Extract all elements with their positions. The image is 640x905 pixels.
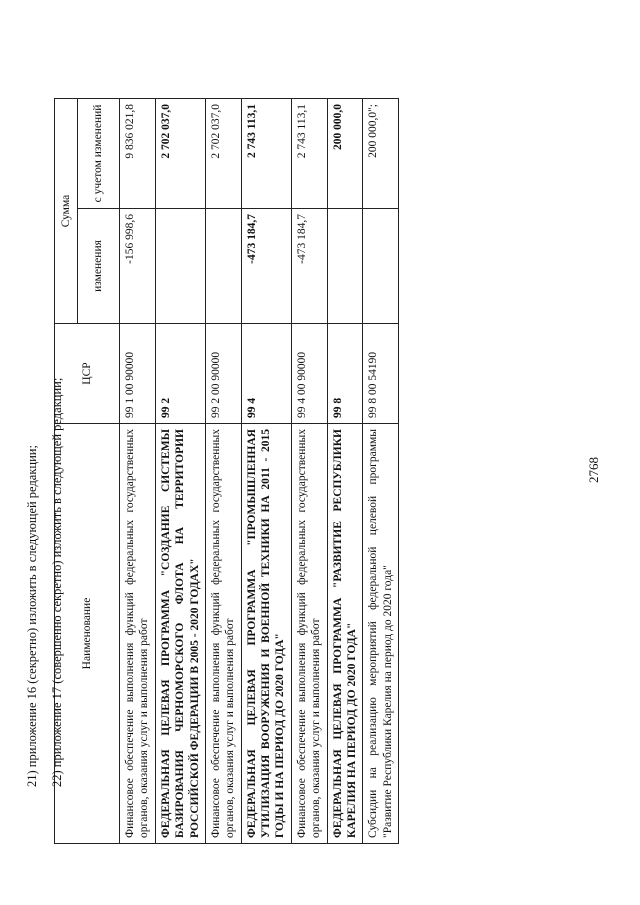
cell-name: Финансовое обеспечение выполнения функций федеральных государственных органов, оказания услуг и выполнения работ xyxy=(120,424,156,844)
cell-csr: 99 8 xyxy=(327,324,363,424)
paragraph-22: 22) приложение 17 (совершенно секретно) изложить в следующей редакции; xyxy=(50,377,64,787)
cell-changes xyxy=(155,209,205,324)
cell-name: Субсидии на реализацию мероприятий федеральной целевой программы "Развитие Республики Карелия на период до 2020 года" xyxy=(363,424,399,844)
cell-csr: 99 2 xyxy=(155,324,205,424)
table-row xyxy=(120,99,156,844)
table-row xyxy=(363,99,399,844)
cell-name: Финансовое обеспечение выполнения функций федеральных государственных органов, оказания услуг и выполнения работ xyxy=(205,424,241,844)
cell-changes xyxy=(205,209,241,324)
cell-with-changes: 2 743 113,1 xyxy=(291,99,327,209)
cell-name: Финансовое обеспечение выполнения функций федеральных государственных органов, оказания услуг и выполнения работ xyxy=(291,424,327,844)
cell-name: ФЕДЕРАЛЬНАЯ ЦЕЛЕВАЯ ПРОГРАММА "ПРОМЫШЛЕННАЯ УТИЛИЗАЦИЯ ВООРУЖЕНИЯ И ВОЕННОЙ ТЕХНИКИ НА 2011 - 2015 ГОДЫ И НА ПЕРИОД ДО 2020 ГОДА" xyxy=(241,424,291,844)
cell-with-changes: 200 000,0 xyxy=(327,99,363,209)
table-row xyxy=(155,99,205,844)
table-row xyxy=(327,99,363,844)
cell-csr: 99 4 00 90000 xyxy=(291,324,327,424)
cell-with-changes: 2 702 037,0 xyxy=(205,99,241,209)
header-csr: ЦСР xyxy=(55,324,120,424)
header-with-changes: с учетом изменений xyxy=(78,99,120,209)
header-changes: изменения xyxy=(78,209,120,324)
header-sum: Сумма xyxy=(55,99,78,324)
paragraph-21: 21) приложение 16 (секретно) изложить в следующей редакции; xyxy=(25,445,39,787)
budget-table xyxy=(54,98,399,844)
cell-changes xyxy=(363,209,399,324)
cell-name: ФЕДЕРАЛЬНАЯ ЦЕЛЕВАЯ ПРОГРАММА "РАЗВИТИЕ РЕСПУБЛИКИ КАРЕЛИЯ НА ПЕРИОД ДО 2020 ГОДА" xyxy=(327,424,363,844)
table-row xyxy=(241,99,291,844)
cell-changes: -156 998,6 xyxy=(120,209,156,324)
cell-changes: -473 184,7 xyxy=(291,209,327,324)
cell-with-changes: 200 000,0"; xyxy=(363,99,399,209)
cell-changes xyxy=(327,209,363,324)
table-row xyxy=(291,99,327,844)
cell-name: ФЕДЕРАЛЬНАЯ ЦЕЛЕВАЯ ПРОГРАММА "СОЗДАНИЕ СИСТЕМЫ БАЗИРОВАНИЯ ЧЕРНОМОРСКОГО ФЛОТА НА ТЕРРИТОРИИ РОССИЙСКОЙ ФЕДЕРАЦИИ В 2005 - 2020 ГОДАХ" xyxy=(155,424,205,844)
cell-with-changes: 2 743 113,1 xyxy=(241,99,291,209)
cell-csr: 99 1 00 90000 xyxy=(120,324,156,424)
header-name: Наименование xyxy=(55,424,120,844)
page-number: 2768 xyxy=(586,457,601,483)
table-row xyxy=(205,99,241,844)
cell-changes: -473 184,7 xyxy=(241,209,291,324)
cell-with-changes: 9 836 021,8 xyxy=(120,99,156,209)
cell-csr: 99 4 xyxy=(241,324,291,424)
cell-csr: 99 2 00 90000 xyxy=(205,324,241,424)
cell-csr: 99 8 00 54190 xyxy=(363,324,399,424)
cell-with-changes: 2 702 037,0 xyxy=(155,99,205,209)
